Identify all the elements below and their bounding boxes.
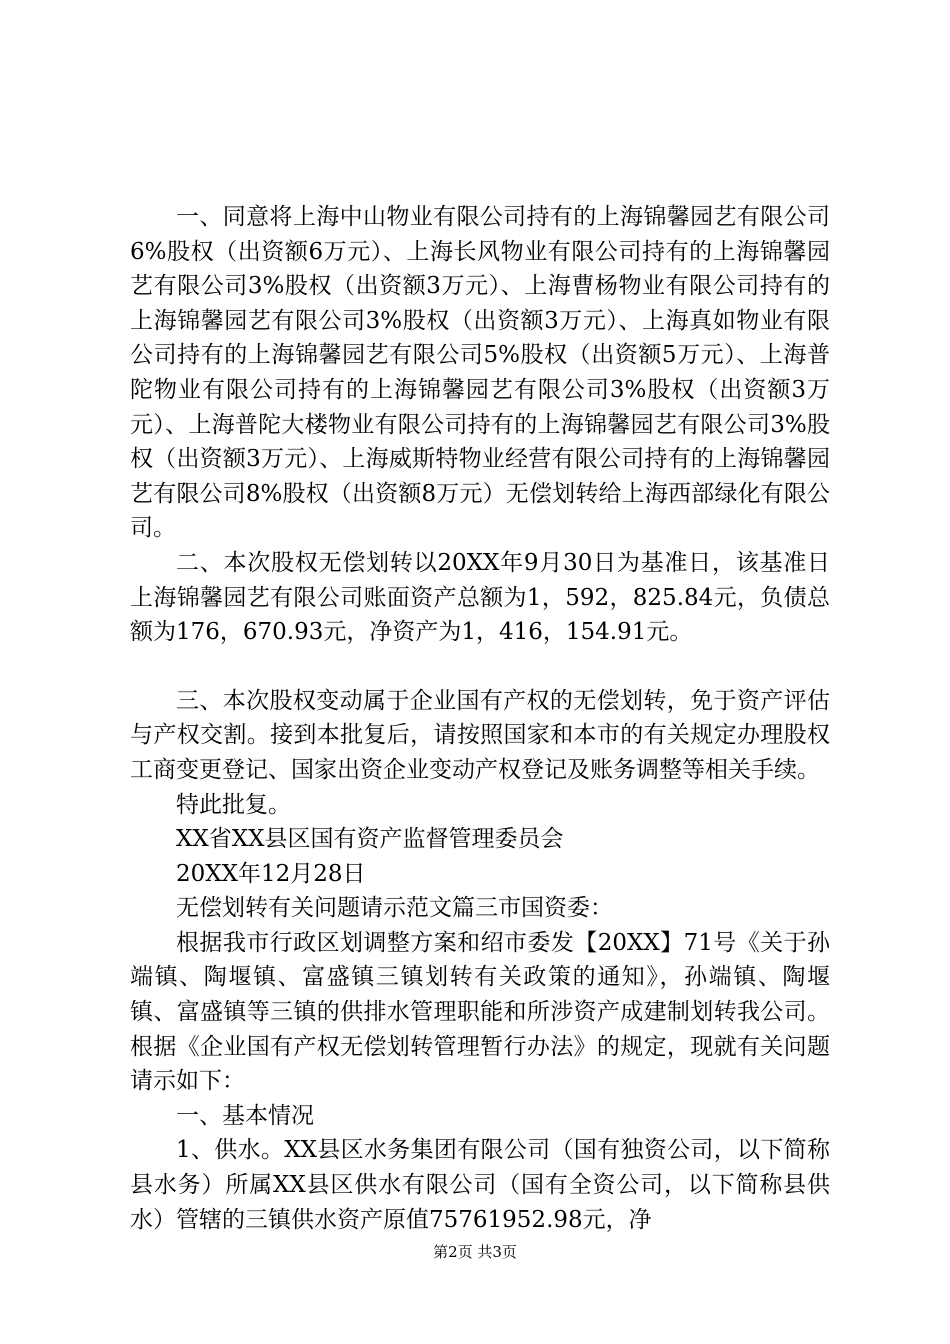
document-body — [130, 200, 830, 1237]
section-heading-request: 无偿划转有关问题请示范文篇三市国资委： — [176, 895, 613, 922]
paragraph-approval-closing: 特此批复。 — [176, 791, 291, 818]
paragraph-water-supply: 1、供水。XX县区水务集团有限公司（国有独资公司，以下简称县水务）所属XX县区供水有限公司（国有全资公司，以下简称县供水）管辖的三镇供水资产原值75761952.98元，净 — [130, 1137, 830, 1233]
page-number-footer: 第2页 共3页 — [433, 1243, 517, 1261]
paragraph-base-date: 二、本次股权无偿划转以20XX年9月30日为基准日，该基准日上海锦馨园艺有限公司账面资产总额为1，592，825.84元，负债总额为176，670.93元，净资产为1，416，154.91元。 — [130, 549, 830, 646]
paragraph-transfer-approval: 一、同意将上海中山物业有限公司持有的上海锦馨园艺有限公司6%股权（出资额6万元）、上海长风物业有限公司持有的上海锦馨园艺有限公司3%股权（出资额3万元）、上海曹杨物业有限公司持有的上海锦馨园艺有限公司3%股权（出资额3万元）、上海真如物业有限公司持有的上海锦馨园艺有限公司5%股权（出资额5万元）、上海普陀物业有限公司持有的上海锦馨园艺有限公司3%股权（出资额3万元）、上海普陀大楼物业有限公司持有的上海锦馨园艺有限公司3%股权（出资额3万元）、上海威斯特物业经营有限公司持有的上海锦馨园艺有限公司8%股权（出资额8万元）无偿划转给上海西部绿化有限公司。 — [130, 204, 830, 542]
subheading-basic-situation: 一、基本情况 — [176, 1102, 314, 1129]
paragraph-request-basis: 根据我市行政区划调整方案和绍市委发【20XX】71号《关于孙端镇、陶堰镇、富盛镇三镇划转有关政策的通知》，孙端镇、陶堰镇、富盛镇等三镇的供排水管理职能和所涉资产成建制划转我公司。根据《企业国有产权无偿划转管理暂行办法》的规定，现就有关问题请示如下： — [130, 929, 830, 1095]
signature-organization: XX省XX县区国有资产监督管理委员会 — [176, 826, 564, 853]
paragraph-procedures: 三、本次股权变动属于企业国有产权的无偿划转，免于资产评估与产权交割。接到本批复后，请按照国家和本市的有关规定办理股权工商变更登记、国家出资企业变动产权登记及账务调整等相关手续。 — [130, 687, 830, 783]
signature-date: 20XX年12月28日 — [176, 860, 366, 887]
